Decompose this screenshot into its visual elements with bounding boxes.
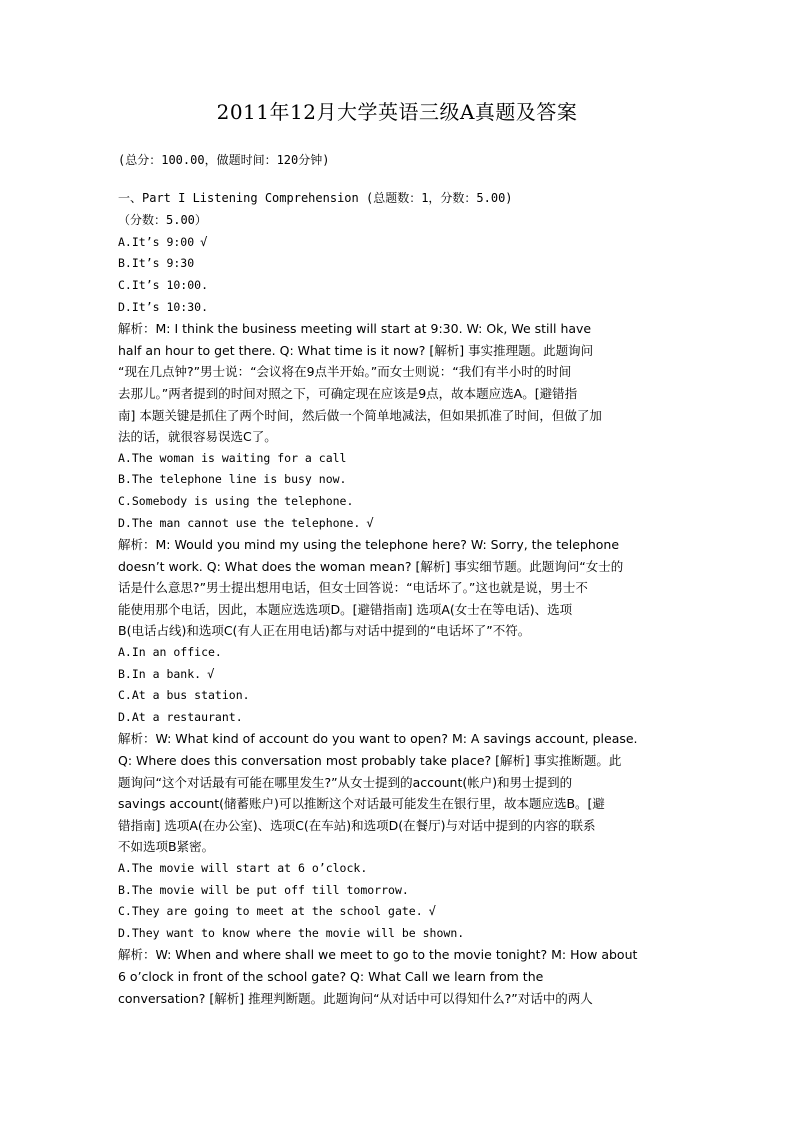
- question-4: [118, 858, 688, 1009]
- analysis-line: B(电话占线)和选项C(有人正在用电话)都与对话中提到的“电话坏了”不符。: [118, 623, 531, 639]
- analysis-line: 错指南] 选项A(在办公室)、选项C(在车站)和选项D(在餐厅)与对话中提到的内容的联系: [118, 817, 596, 833]
- option-c: C.Somebody is using the telephone.: [118, 493, 354, 508]
- analysis-line: 解析：W: When and where shall we meet to go to the movie tonight? M: How about: [118, 947, 638, 963]
- analysis-line: 去那儿。”两者提到的时间对照之下，可确定现在应该是9点，故本题应选A。[避错指: [118, 385, 578, 401]
- analysis-line: 话是什么意思?”男士提出想用电话，但女士回答说：“电话坏了。”这也就是说，男士不: [118, 580, 588, 596]
- analysis: [118, 534, 688, 642]
- analysis-line: 法的话，就很容易误选C了。: [118, 429, 277, 445]
- analysis-line: 解析：M: Would you mind my using the telephone here? W: Sorry, the telephone: [118, 537, 620, 553]
- option-d: D.At a restaurant.: [118, 709, 243, 724]
- option-c: C.It’s 10:00.: [118, 277, 209, 292]
- option-d: D.The man cannot use the telephone. √: [118, 515, 374, 530]
- analysis-line: 能使用那个电话，因此，本题应选选项D。[避错指南] 选项A(女士在等电话)、选项: [118, 601, 573, 617]
- question-2: [118, 448, 688, 642]
- option-c: C.At a bus station.: [118, 688, 250, 703]
- option-a: A.In an office.: [118, 645, 222, 660]
- option-a: A.The woman is waiting for a call: [118, 450, 347, 465]
- analysis-line: conversation? [解析] 推理判断题。此题询问“从对话中可以得知什么?”对话中的两人: [118, 990, 593, 1006]
- option-b: B.The telephone line is busy now.: [118, 472, 347, 487]
- document-body: [118, 150, 688, 1009]
- option-b: B.It’s 9:30: [118, 256, 195, 271]
- section-score: （分数：5.00）: [118, 213, 207, 228]
- option-c: C.They are going to meet at the school gate. √: [118, 904, 436, 919]
- analysis-line: 解析：M: I think the business meeting will start at 9:30. W: Ok, We still have: [118, 321, 592, 337]
- analysis: [118, 944, 688, 1009]
- analysis-line: Q: Where does this conversation most probably take place? [解析] 事实推断题。此: [118, 753, 622, 769]
- option-a: A.The movie will start at 6 o’clock.: [118, 861, 368, 875]
- correct-check-icon: √: [207, 666, 215, 681]
- question-1: [118, 232, 688, 448]
- analysis-line: half an hour to get there. Q: What time is it now? [解析] 事实推理题。此题询问: [118, 342, 594, 358]
- option-d: D.It’s 10:30.: [118, 299, 209, 314]
- question-3: [118, 642, 688, 858]
- option-b: B.The movie will be put off till tomorrow.: [118, 882, 409, 897]
- option-d: D.They want to know where the movie will be shown.: [118, 925, 465, 940]
- section-heading: 一、Part I Listening Comprehension (总题数：1，分数：5.00): [118, 190, 513, 205]
- analysis-line: savings account(储蓄账户)可以推断这个对话最可能发生在银行里，故本题应选B。[避: [118, 796, 605, 812]
- option-b: B.In a bank. √: [118, 666, 215, 681]
- analysis-line: 题询问“这个对话最有可能在哪里发生?”从女士提到的account(帐户)和男士提到的: [118, 774, 573, 790]
- correct-check-icon: √: [428, 904, 436, 919]
- correct-check-icon: √: [366, 515, 374, 530]
- option-a: A.It’s 9:00 √: [118, 234, 208, 249]
- analysis-line: doesn’t work. Q: What does the woman mean? [解析] 事实细节题。此题询问“女士的: [118, 558, 624, 574]
- analysis-line: 不如选项B紧密。: [118, 839, 215, 855]
- analysis-line: 6 o’clock in front of the school gate? Q: What Call we learn from the: [118, 968, 544, 984]
- correct-check-icon: √: [200, 234, 208, 249]
- analysis: [118, 728, 688, 858]
- exam-meta: (总分：100.00，做题时间：120分钟): [118, 153, 330, 167]
- analysis-line: “现在几点钟?”男士说：“会议将在9点半开始。”而女士则说：“我们有半小时的时间: [118, 364, 572, 380]
- analysis-line: 解析：W: What kind of account do you want to open? M: A savings account, please.: [118, 731, 638, 747]
- analysis-line: 南] 本题关键是抓住了两个时间，然后做一个简单地减法，但如果抓准了时间，但做了加: [118, 407, 602, 423]
- analysis: [118, 318, 688, 448]
- document-title: 2011年12月大学英语三级A真题及答案: [216, 100, 578, 124]
